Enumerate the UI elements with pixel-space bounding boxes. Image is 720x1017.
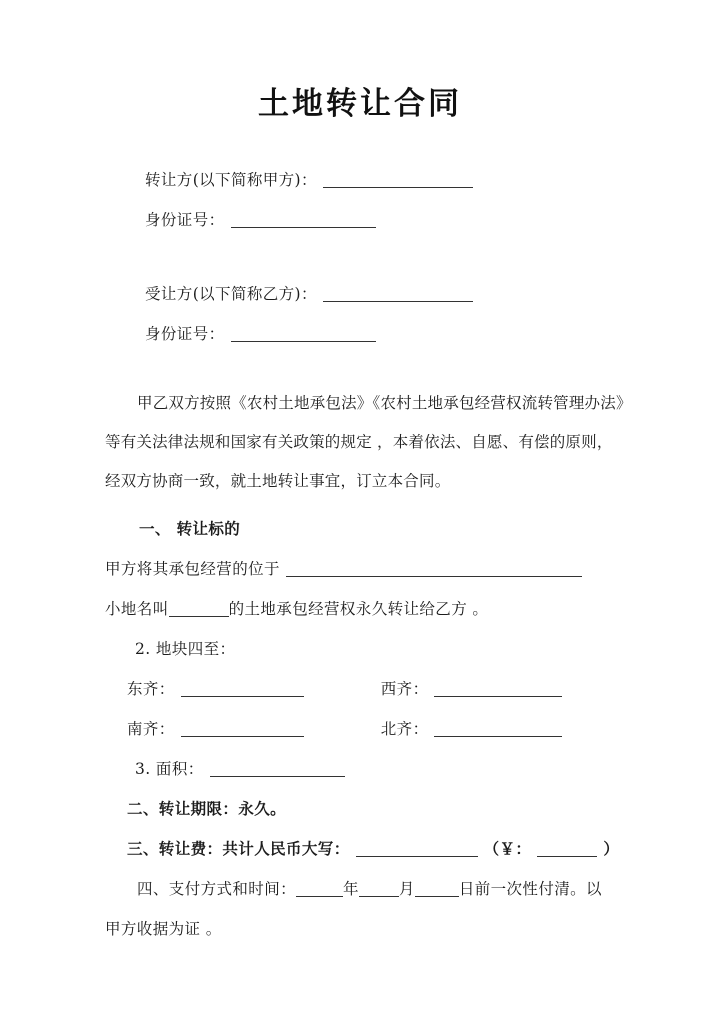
plotname-tail: 的土地承包经营权永久转让给乙方 。 <box>228 600 489 618</box>
boundary-south-label: 南齐： <box>127 720 175 738</box>
transferor-name-blank[interactable] <box>323 172 473 188</box>
area-label: 3. 面积： <box>135 760 204 778</box>
boundary-row-1 <box>105 669 625 709</box>
transferee-label: 受让方(以下简称乙方)： <box>145 285 317 303</box>
plotname-label: 小地名叫 <box>105 600 169 618</box>
payment-day-tail: 日前一次性付清。以 <box>458 880 602 898</box>
section-1-location-label: 甲方将其承包经营的位于 <box>105 560 280 578</box>
transferee-id-row <box>105 314 625 354</box>
transferor-id-blank[interactable] <box>231 212 376 228</box>
currency-open: （￥： <box>483 839 532 858</box>
spacer-parties <box>105 240 625 274</box>
section-1-heading: 一、 转让标的 <box>139 519 241 538</box>
boundary-north-label: 北齐： <box>380 720 429 738</box>
boundary-east-blank[interactable] <box>181 681 304 697</box>
boundary-west-blank[interactable] <box>434 681 562 697</box>
spacer-preamble <box>105 354 625 384</box>
plotname-blank[interactable] <box>169 601 229 617</box>
section-3-heading <box>105 829 625 869</box>
section-2-heading: 二、转让期限：永久。 <box>127 799 287 818</box>
transferor-id-row <box>105 200 625 240</box>
boundary-south-blank[interactable] <box>181 721 304 737</box>
transferor-id-label: 身份证号： <box>145 211 225 229</box>
transfer-fee-amount-blank[interactable] <box>537 841 597 857</box>
section-3-label: 三、转让费：共计人民币大写： <box>127 839 350 858</box>
area-blank[interactable] <box>210 761 345 777</box>
section-1-plotname-row <box>105 589 625 629</box>
preamble-paragraph: 甲乙双方按照《农村土地承包法》《农村土地承包经营权流转管理办法》等有关法律法规和国家有关政策的规定 ，本着依法、自愿、有偿的原则，经双方协商一致，就土地转让事宜，订立本合同。 <box>105 394 624 490</box>
transferee-name-blank[interactable] <box>323 286 473 302</box>
boundary-west-label: 西齐： <box>380 680 429 698</box>
section-1-item-3 <box>105 749 625 789</box>
transferee-id-blank[interactable] <box>231 326 376 342</box>
boundary-east <box>127 669 381 709</box>
boundary-south <box>127 709 381 749</box>
spacer-section1 <box>105 501 625 509</box>
transferee-id-label: 身份证号： <box>145 325 225 343</box>
transfer-fee-words-blank[interactable] <box>356 841 478 857</box>
payment-month-unit: 月 <box>398 880 415 898</box>
payment-year-unit: 年 <box>343 880 359 898</box>
boundary-north <box>381 709 625 749</box>
payment-month-blank[interactable] <box>359 881 399 897</box>
payment-day-blank[interactable] <box>415 881 459 897</box>
boundary-north-blank[interactable] <box>434 721 562 737</box>
payment-year-blank[interactable] <box>296 881 343 897</box>
transferee-row <box>105 274 625 314</box>
section-4-label: 四、支付方式和时间： <box>137 880 297 898</box>
document-body <box>105 160 625 949</box>
transferor-label: 转让方(以下简称甲方)： <box>145 171 317 189</box>
page-title: 土地转让合同 <box>258 86 462 122</box>
boundary-row-2 <box>105 709 625 749</box>
section-1-item-2: 2. 地块四至： <box>135 640 236 658</box>
currency-close: ） <box>603 839 620 858</box>
boundary-west <box>381 669 625 709</box>
transferor-row <box>105 160 625 200</box>
location-blank[interactable] <box>286 561 582 577</box>
boundary-east-label: 东齐： <box>127 680 175 698</box>
section-1-location-row <box>105 549 625 589</box>
section-4-line-2: 甲方收据为证 。 <box>105 920 222 938</box>
section-4-line-1 <box>105 869 625 909</box>
